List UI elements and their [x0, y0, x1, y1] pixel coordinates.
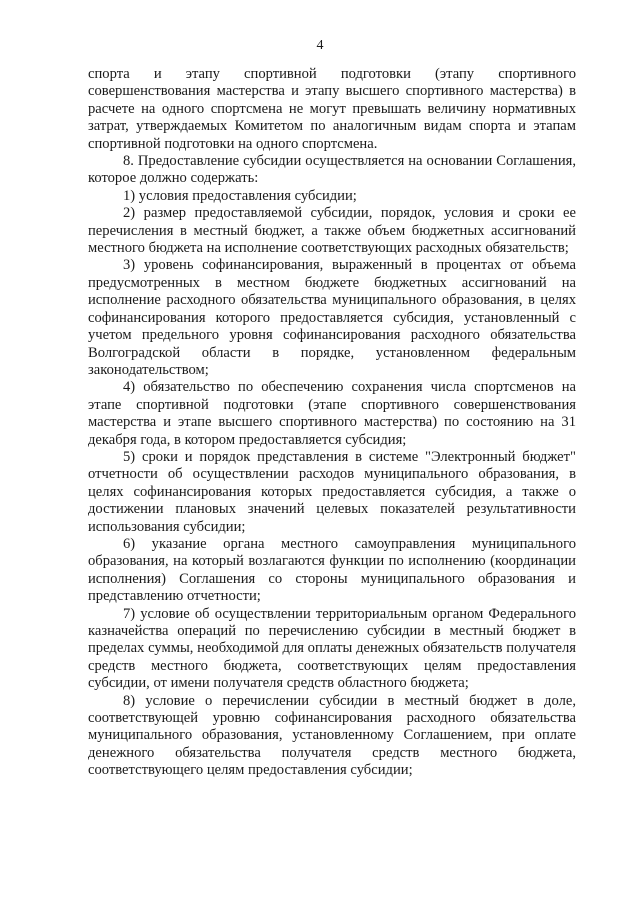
list-item-3: 3) уровень софинансирования, выраженный в процентах от объема предусмотренных в местном бюджете бюджетных ассигнований на исполнение расходного обязательства муниципального образования, в целях софинансирования которого предоставляется субсидия, установленный с учетом предельного уровня софинансирования расходного обязательства Волгоградской области в порядке, установленном федеральным законодательством; — [88, 257, 576, 378]
list-item-1: 1) условия предоставления субсидии; — [123, 187, 357, 204]
page-number: 4 — [316, 38, 324, 53]
list-item-2: 2) размер предоставляемой субсидии, порядок, условия и сроки ее перечисления в местный бюджет, а также объем бюджетных ассигнований местного бюджета на исполнение соответствующих расходных обязательств; — [88, 205, 576, 257]
paragraph-continuation: спорта и этапу спортивной подготовки (этапу спортивного совершенствования мастерства и этапу высшего спортивного мастерства) в расчете на одного спортсмена не могут превышать величину нормативных затрат, утверждаемых Комитетом по аналогичным видам спорта и этапам спортивной подготовки на одного спортсмена. — [88, 66, 576, 152]
document-body — [88, 66, 576, 780]
list-item-7: 7) условие об осуществлении территориальным органом Федерального казначейства операций по перечислению субсидии в местный бюджет в пределах суммы, необходимой для оплаты денежных обязательств получателя средств местного бюджета, соответствующих целям предоставления субсидии, от имени получателя средств областного бюджета; — [88, 605, 576, 692]
paragraph-item-8: 8. Предоставление субсидии осуществляется на основании Соглашения, которое должно содержать: — [88, 153, 576, 187]
list-item-4: 4) обязательство по обеспечению сохранения числа спортсменов на этапе спортивной подготовки (этапе спортивного совершенствования мастерства и этапе высшего спортивного мастерства) по состоянию на 31 декабря года, в котором предоставляется субсидия; — [88, 379, 576, 448]
list-item-8: 8) условие о перечислении субсидии в местный бюджет в доле, соответствующей уровню софинансирования расходного обязательства муниципального образования, установленному Соглашением, при оплате денежного обязательства получателя средств местного бюджета, соответствующего целям предоставления субсидии; — [88, 692, 576, 779]
list-item-6: 6) указание органа местного самоуправления муниципального образования, на который возлагаются функции по исполнению (координации исполнения) Соглашения со стороны муниципального образования и представлению отчетности; — [88, 535, 576, 605]
list-item-5: 5) сроки и порядок представления в системе "Электронный бюджет" отчетности об осуществлении расходов муниципального образования, в целях софинансирования которых предоставляется субсидия, а также о достижении плановых значений целевых показателей результативности использования субсидии; — [88, 448, 576, 535]
